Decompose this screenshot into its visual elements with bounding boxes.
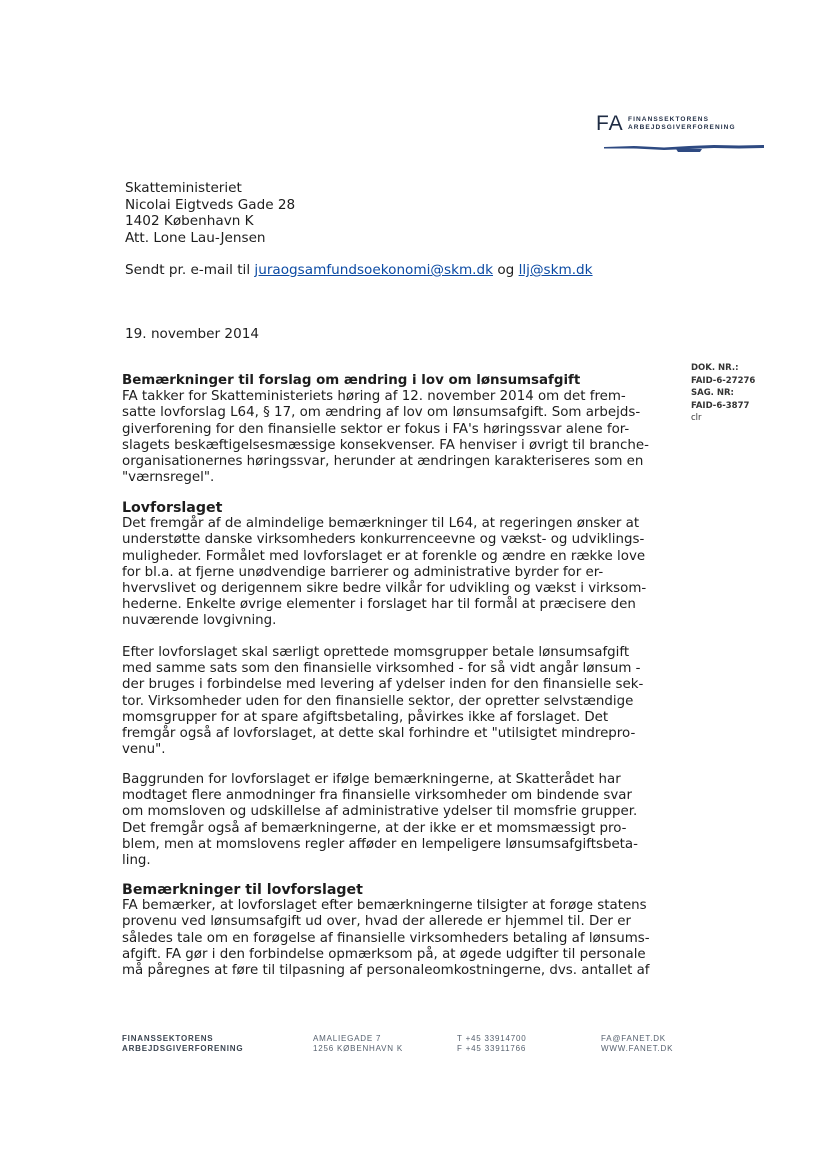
recipient-line-3: 1402 København K xyxy=(125,213,254,229)
text-line: blem, men at momslovens regler afføder en lempeligere lønsumsafgiftsbeta- xyxy=(122,836,638,852)
text-line: med samme sats som den finansielle virksomhed - for så vidt angår lønsum - xyxy=(122,661,641,677)
footer-street: AMALIEGADE 7 xyxy=(313,1034,382,1043)
footer-organisation xyxy=(122,1034,243,1054)
text-line: muligheder. Formålet med lovforslaget er at forenkle og ændre en række love xyxy=(122,548,646,564)
dok-value: FAID-6-27276 xyxy=(691,375,756,386)
sent-prefix: Sendt pr. e-mail til xyxy=(125,262,255,278)
text-line: for bl.a. at fjerne unødvendige barrierer og administrative byrder for er- xyxy=(122,564,604,580)
text-line: FA bemærker, at lovforslaget efter bemærkningerne tilsigter at forøge statens xyxy=(122,898,647,914)
logo-mark: FA xyxy=(596,112,624,135)
section-intro-heading: Bemærkninger til forslag om ændring i lov om lønsumsafgift xyxy=(122,373,581,388)
text-line: der bruges i forbindelse med levering af ydelser inden for den finansielle sek- xyxy=(122,677,644,693)
dok-label: DOK. NR.: xyxy=(691,363,739,373)
sent-line xyxy=(125,262,593,279)
text-line: således tale om en forøgelse af finansielle virksomheders betaling af lønsums- xyxy=(122,930,650,946)
reference-block xyxy=(691,362,755,425)
text-line: momsgrupper for at spare afgiftsbetaling, påvirkes ikke af forslaget. Det xyxy=(122,709,609,725)
logo-bar-graphic xyxy=(604,141,764,153)
text-line: organisationernes høringssvar, herunder at ændringen karakteriseres som en xyxy=(122,454,644,470)
footer-fax: F +45 33911766 xyxy=(457,1044,527,1053)
text-line: venu". xyxy=(122,742,166,758)
section-bemaerkninger-heading: Bemærkninger til lovforslaget xyxy=(122,882,363,898)
text-line: slagets beskæftigelsesmæssige konsekvenser. FA henviser i øvrigt til branche- xyxy=(122,437,649,453)
section-bemaerkninger xyxy=(122,882,650,979)
footer-contact xyxy=(601,1034,673,1054)
text-line: må påregnes at føre til tilpasning af personaleomkostningerne, dvs. antallet af xyxy=(122,963,650,979)
text-line: tor. Virksomheder uden for den finansielle sektor, der opretter selvstændige xyxy=(122,693,634,709)
section-lovforslaget-heading: Lovforslaget xyxy=(122,500,223,516)
recipient-address xyxy=(125,180,295,246)
section-intro xyxy=(122,373,649,486)
text-line: Det fremgår også af bemærkningerne, at der ikke er et momsmæssigt pro- xyxy=(122,820,627,836)
logo-text xyxy=(628,116,736,132)
paragraph-momsgrupper xyxy=(122,645,642,758)
footer-web[interactable]: WWW.FANET.DK xyxy=(601,1044,674,1053)
letter-date: 19. november 2014 xyxy=(125,326,260,342)
email-link-2[interactable]: llj@skm.dk xyxy=(518,262,593,278)
footer-city: 1256 KØBENHAVN K xyxy=(313,1044,404,1053)
recipient-line-4: Att. Lone Lau-Jensen xyxy=(125,229,266,246)
sag-label: SAG. NR: xyxy=(691,388,734,398)
text-line: hvervslivet og derigennem sikre bedre vilkår for udvikling og vækst i virksom- xyxy=(122,581,647,597)
email-link-1[interactable]: juraogsamfundsoekonomi@skm.dk xyxy=(254,262,494,278)
text-line: om momsloven og udskillelse af administrative ydelser til momsfrie grupper. xyxy=(122,804,638,820)
recipient-line-2: Nicolai Eigtveds Gade 28 xyxy=(125,196,296,213)
section-lovforslaget xyxy=(122,500,647,630)
text-line: "værnsregel". xyxy=(122,470,215,486)
footer-address xyxy=(313,1034,403,1054)
recipient-line-1: Skatteministeriet xyxy=(125,180,242,196)
sag-value: FAID-6-3877 xyxy=(691,400,750,411)
text-line: ling. xyxy=(122,853,151,869)
text-line: Det fremgår af de almindelige bemærkninger til L64, at regeringen ønsker at xyxy=(122,516,640,532)
footer-org-line-1: FINANSSEKTORENS xyxy=(122,1034,214,1043)
text-line: modtaget flere anmodninger fra finansielle virksomheder om bindende svar xyxy=(122,788,632,804)
footer-phone xyxy=(457,1034,527,1054)
text-line: afgift. FA gør i den forbindelse opmærksom på, at øgede udgifter til personale xyxy=(122,946,646,962)
paragraph-baggrund xyxy=(122,772,642,869)
logo-line-2: ARBEJDSGIVERFORENING xyxy=(628,124,736,131)
text-line: FA takker for Skatteministeriets høring af 12. november 2014 om det frem- xyxy=(122,389,626,405)
text-line: satte lovforslag L64, § 17, om ændring af lov om lønsumsafgift. Som arbejds- xyxy=(122,405,641,421)
text-line: hederne. Enkelte øvrige elementer i forslaget har til formål at præcisere den xyxy=(122,597,636,613)
footer-telephone: T +45 33914700 xyxy=(457,1034,527,1043)
text-line: nuværende lovgivning. xyxy=(122,613,277,629)
footer-org-line-2: ARBEJDSGIVERFORENING xyxy=(122,1044,244,1053)
footer-email[interactable]: FA@FANET.DK xyxy=(601,1034,666,1043)
text-line: Baggrunden for lovforslaget er ifølge bemærkningerne, at Skatterådet har xyxy=(122,772,621,787)
text-line: Efter lovforslaget skal særligt oprettede momsgrupper betale lønsumsafgift xyxy=(122,645,630,660)
sent-middle: og xyxy=(493,262,519,278)
logo-line-1: FINANSSEKTORENS xyxy=(628,116,710,123)
initials: clr xyxy=(691,413,702,423)
text-line: giverforening for den finansielle sektor er fokus i FA's høringssvar alene for- xyxy=(122,421,630,437)
text-line: understøtte danske virksomheders konkurrenceevne og vækst- og udviklings- xyxy=(122,532,645,548)
text-line: provenu ved lønsumsafgift ud over, hvad der allerede er hjemmel til. Der er xyxy=(122,914,632,930)
text-line: fremgår også af lovforslaget, at dette skal forhindre et "utilsigtet mindrepro- xyxy=(122,726,636,742)
